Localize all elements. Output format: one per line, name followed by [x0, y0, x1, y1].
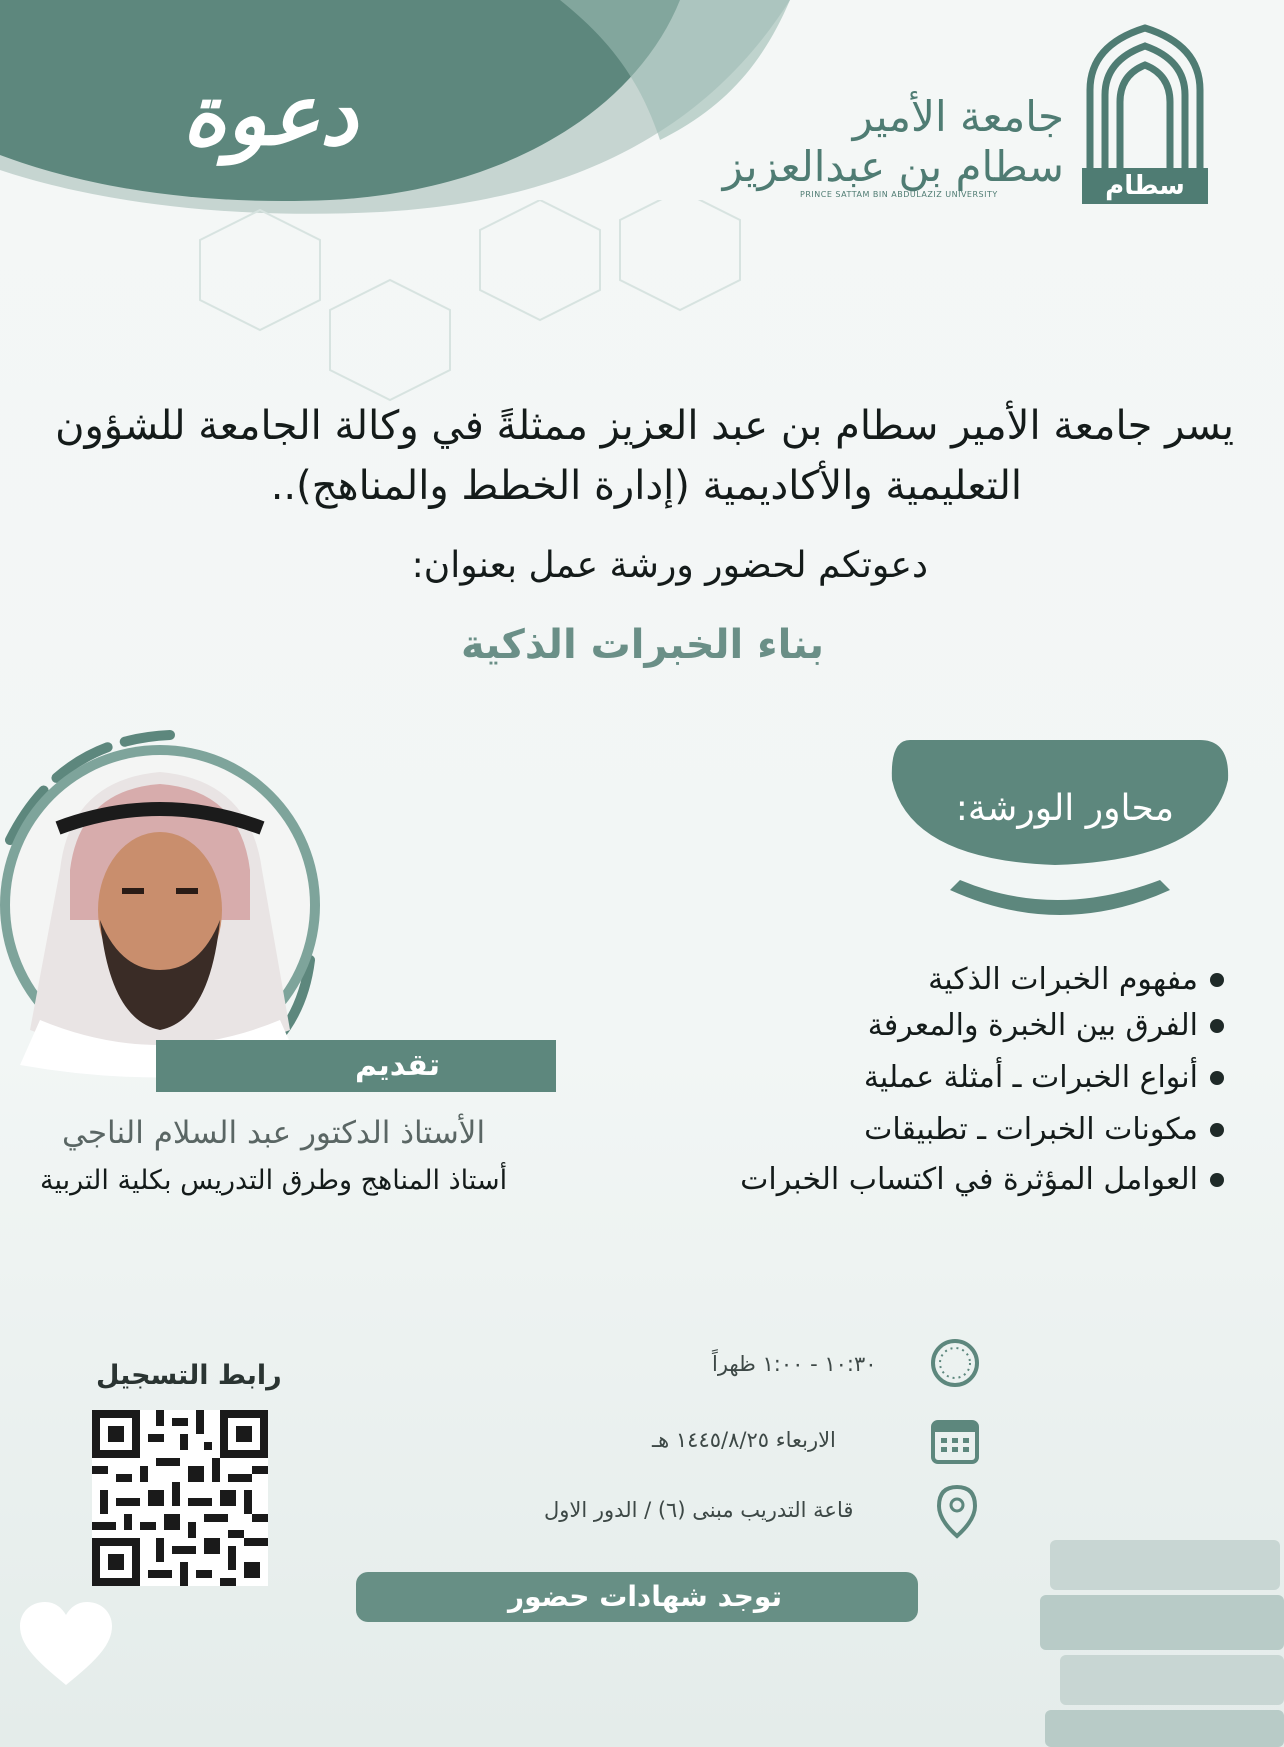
bullet-icon	[1210, 1123, 1224, 1137]
location-text: قاعة التدريب مبنى (٦) / الدور الاول	[544, 1498, 854, 1522]
university-name-line2: سطام بن عبدالعزيز	[722, 142, 1064, 191]
bullet-icon	[1210, 1071, 1224, 1085]
topic-text: العوامل المؤثرة في اكتساب الخبرات	[740, 1162, 1198, 1197]
location-pin-icon	[935, 1484, 979, 1540]
invite-line: دعوتكم لحضور ورشة عمل بعنوان:	[411, 545, 928, 586]
registration-label: رابط التسجيل	[96, 1360, 282, 1391]
books-decoration	[1040, 1500, 1284, 1747]
heart-icon[interactable]	[18, 1600, 114, 1690]
intro-line-1: يسر جامعة الأمير سطام بن عبد العزيز ممثلةً في وكالة الجامعة للشؤون	[55, 403, 1234, 449]
topic-text: مفهوم الخبرات الذكية	[928, 962, 1198, 997]
invitation-heading: دعوة	[182, 66, 358, 164]
university-name-line1: جامعة الأمير	[852, 92, 1064, 141]
time-text: ١٠:٣٠ - ١:٠٠ ظهراً	[712, 1352, 877, 1376]
clock-icon	[930, 1338, 980, 1388]
topic-text: الفرق بين الخبرة والمعرفة	[867, 1008, 1198, 1043]
bullet-icon	[1210, 1019, 1224, 1033]
certificate-label: توجد شهادات حضور	[508, 1580, 782, 1613]
bullet-icon	[1210, 1173, 1224, 1187]
topic-item	[864, 1060, 1224, 1095]
university-name-english: PRINCE SATTAM BIN ABDULAZIZ UNIVERSITY	[800, 190, 998, 199]
logo-word: سطام	[1105, 171, 1185, 201]
bullet-icon	[1210, 973, 1224, 987]
topic-text: أنواع الخبرات ـ أمثلة عملية	[863, 1060, 1198, 1095]
workshop-title: بناء الخبرات الذكية	[460, 622, 824, 668]
intro-line-2: التعليمية والأكاديمية (إدارة الخطط والمناهج)..	[270, 463, 1022, 509]
calendar-icon	[930, 1416, 980, 1466]
topic-item	[868, 1008, 1224, 1043]
topic-item	[864, 1112, 1224, 1147]
presenter-label: تقديم	[355, 1048, 440, 1083]
presenter-name: الأستاذ الدكتور عبد السلام الناجي	[62, 1115, 486, 1151]
presenter-title: أستاذ المناهج وطرق التدريس بكلية التربية	[40, 1165, 508, 1196]
axes-heading-shape	[870, 740, 1240, 940]
registration-qr-code[interactable]	[92, 1410, 268, 1586]
axes-heading: محاور الورشة:	[955, 788, 1174, 829]
date-text: الاربعاء ١٤٤٥/٨/٢٥ هـ	[652, 1428, 836, 1452]
topic-item	[928, 962, 1224, 997]
topic-text: مكونات الخبرات ـ تطبيقات	[864, 1112, 1198, 1147]
topic-item	[740, 1162, 1224, 1197]
